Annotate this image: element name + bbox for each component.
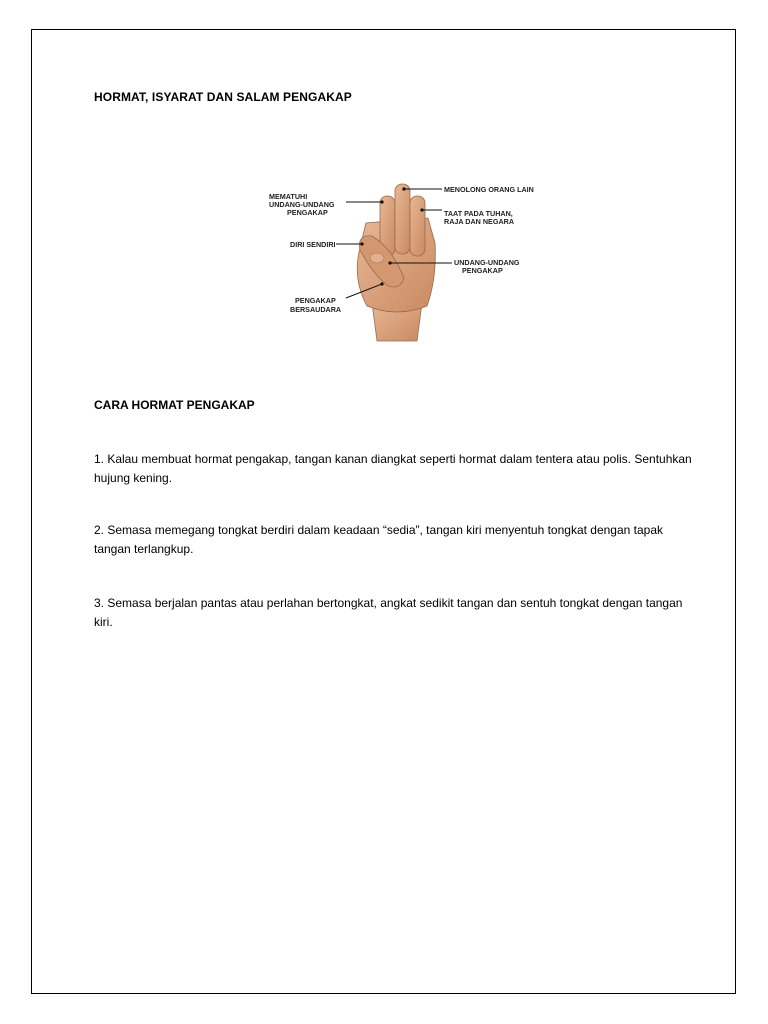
- label-menolong: MENOLONG ORANG LAIN: [444, 185, 534, 194]
- label-undang-2: PENGAKAP: [462, 266, 503, 275]
- thumbnail-shape: [370, 253, 384, 263]
- document-page: [31, 29, 736, 994]
- finger-ring: [410, 196, 425, 256]
- label-mematuhi-3: PENGAKAP: [287, 208, 328, 217]
- label-taat-2: RAJA DAN NEGARA: [444, 217, 515, 226]
- label-mematuhi-1: MEMATUHI: [269, 192, 308, 201]
- paragraph-1: 1. Kalau membuat hormat pengakap, tangan kanan diangkat seperti hormat dalam tentera atau polis. Sentuhkan hujung kening.: [94, 452, 692, 485]
- label-diri-sendiri: DIRI SENDIRI: [290, 240, 336, 249]
- label-taat-1: TAAT PADA TUHAN,: [444, 209, 513, 218]
- hand-illustration: [232, 138, 542, 348]
- label-undang-1: UNDANG-UNDANG: [454, 258, 520, 267]
- paragraph-3: 3. Semasa berjalan pantas atau perlahan bertongkat, angkat sedikit tangan dan sentuh tongkat dengan tangan kiri.: [94, 596, 683, 629]
- section-subtitle: CARA HORMAT PENGAKAP: [94, 398, 255, 412]
- paragraph-2: 2. Semasa memegang tongkat berdiri dalam keadaan “sedia”, tangan kiri menyentuh tongkat dengan tapak tangan terlangkup.: [94, 523, 664, 556]
- scout-salute-hand-figure: [232, 138, 542, 348]
- finger-middle: [395, 184, 410, 254]
- document-title: HORMAT, ISYARAT DAN SALAM PENGAKAP: [94, 90, 352, 104]
- label-pengakap: PENGAKAP: [295, 296, 336, 305]
- label-mematuhi-2: UNDANG-UNDANG: [269, 200, 335, 209]
- label-bersaudara: BERSAUDARA: [290, 305, 342, 314]
